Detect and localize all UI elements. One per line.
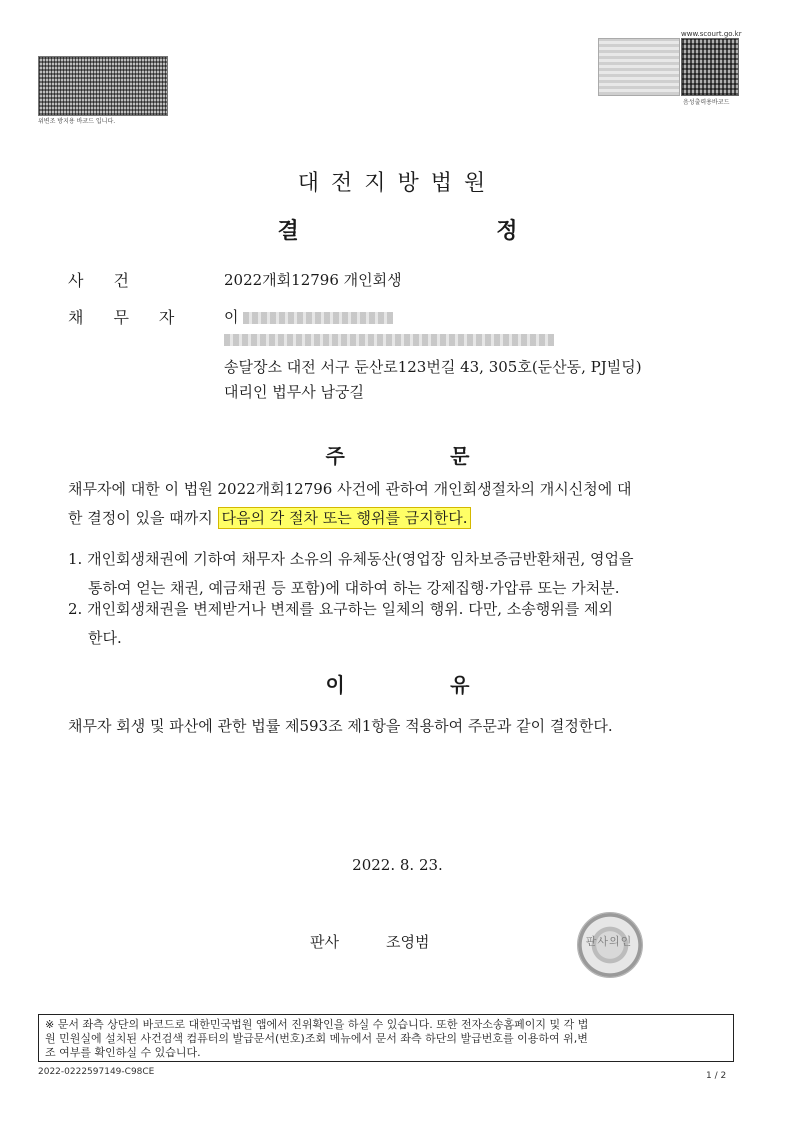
case-label: 사건 (68, 271, 159, 290)
anti-forgery-barcode-caption: 위변조 방지용 바코드 입니다. (38, 118, 116, 125)
debtor-address-line (224, 330, 554, 348)
order-item-1-line-1: 1. 개인회생채권에 기하여 채무자 소유의 유체동산(영업장 임차보증금반환채권, 영업을 (68, 550, 634, 568)
court-website-label: www.scourt.go.kr (681, 30, 742, 38)
notice-line-2: 원 민원실에 설치된 사건검색 컴퓨터의 발급문서(번호)조회 메뉴에서 문서 좌측 하단의 발급번호를 이용하여 위,변 (45, 1032, 588, 1045)
redacted-address (224, 334, 554, 346)
debtor-name-line (224, 306, 393, 327)
redacted-name (243, 312, 393, 324)
reason-heading-char-1: 이 (325, 673, 345, 697)
judge-title: 판사 (310, 933, 339, 951)
notice-line-1: ※ 문서 좌측 상단의 바코드로 대한민국법원 앱에서 진위확인을 하실 수 있습니다. 또한 전자소송홈페이지 및 각 법 (45, 1018, 589, 1031)
court-name: 대전지방법원 (297, 171, 498, 196)
order-heading (0, 440, 795, 469)
reason-heading-char-2: 유 (450, 673, 470, 697)
court-stamp-block (598, 38, 680, 96)
debtor-name-prefix: 이 (224, 308, 239, 326)
order-item-2-line-1: 2. 개인회생채권을 변제받거나 변제를 요구하는 일체의 행위. 다만, 소송행위를 제외 (68, 600, 613, 618)
order-item-1-line-2: 통하여 얻는 채권, 예금채권 등 포함)에 대하여 하는 강제집행·가압류 또는 가처분. (88, 579, 620, 597)
order-heading-char-1: 주 (325, 444, 345, 468)
order-item-2 (68, 595, 748, 653)
decision-date: 2022. 8. 23. (352, 856, 443, 874)
reason-heading (0, 669, 795, 698)
judge-name: 조영범 (386, 933, 430, 951)
reason-text: 채무자 회생 및 파산에 관한 법률 제593조 제1항을 적용하여 주문과 같이 결정한다. (68, 717, 613, 735)
document-title-char-2: 정 (496, 218, 518, 244)
verification-notice (38, 1014, 734, 1062)
order-paragraph-line-2-prefix: 한 결정이 있을 때까지 (68, 509, 213, 527)
order-heading-char-2: 문 (450, 444, 470, 468)
issue-number: 2022-0222597149-C98CE (38, 1067, 155, 1077)
debtor-agent: 대리인 법무사 남궁길 (224, 383, 364, 401)
order-item-2-line-2: 한다. (88, 629, 122, 647)
judge-seal-text: 판사의인 (585, 935, 633, 948)
document-title-char-1: 결 (277, 218, 299, 244)
anti-forgery-barcode (38, 56, 168, 116)
document-title (0, 214, 795, 245)
order-paragraph (68, 475, 728, 533)
voice-output-barcode (681, 38, 739, 96)
page-number: 1 / 2 (706, 1071, 727, 1081)
order-paragraph-line-2 (68, 504, 728, 533)
debtor-delivery-address: 송달장소 대전 서구 둔산로123번길 43, 305호(둔산동, PJ빌딩) (224, 358, 642, 376)
prohibition-highlight: 다음의 각 절차 또는 행위를 금지한다. (218, 507, 472, 529)
notice-line-3: 조 여부를 확인하실 수 있습니다. (45, 1046, 201, 1059)
debtor-label: 채무자 (68, 308, 205, 327)
order-paragraph-line-1: 채무자에 대한 이 법원 2022개회12796 사건에 관하여 개인회생절차의 개시신청에 대 (68, 480, 632, 498)
case-value: 2022개회12796 개인회생 (224, 271, 402, 289)
voice-output-barcode-caption: 음성출력용바코드 (683, 99, 730, 106)
